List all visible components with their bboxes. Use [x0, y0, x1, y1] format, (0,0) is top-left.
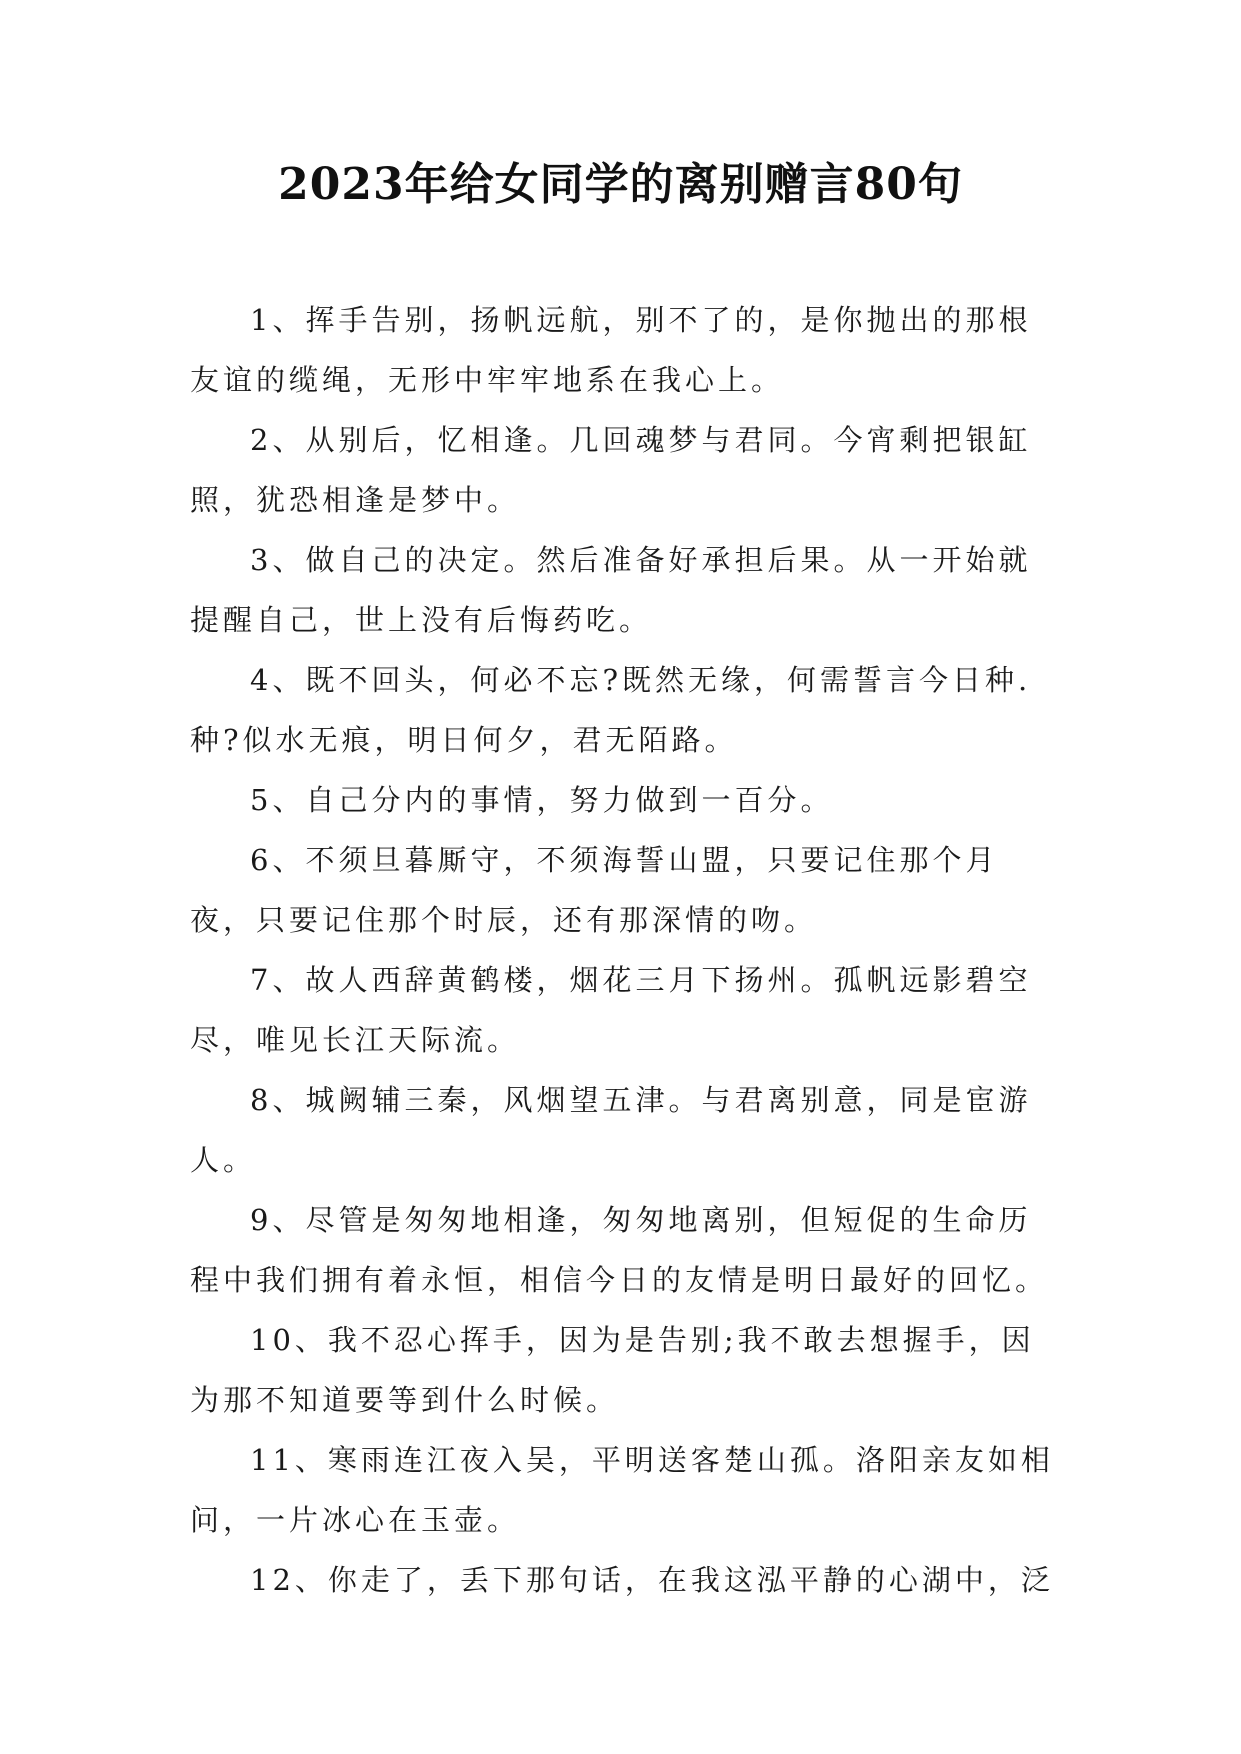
paragraph-5: 5、自己分内的事情，努力做到一百分。 [250, 783, 834, 817]
paragraph-7: 7、故人西辞黄鹤楼，烟花三月下扬州。孤帆远影碧空尽，唯见长江天际流。 [190, 963, 1032, 1057]
paragraph-4: 4、既不回头，何必不忘?既然无缘，何需誓言今日种.种?似水无痕，明日何夕，君无陌路。 [190, 663, 1032, 757]
paragraph-12: 12、你走了，丢下那句话，在我这泓平静的心湖中，泛 [250, 1563, 1054, 1597]
paragraph-10: 10、我不忍心挥手，因为是告别;我不敢去想握手，因为那不知道要等到什么时候。 [190, 1323, 1035, 1417]
document-body [190, 290, 1060, 1610]
paragraph-8: 8、城阙辅三秦，风烟望五津。与君离别意，同是宦游人。 [190, 1083, 1032, 1177]
paragraph-2: 2、从别后，忆相逢。几回魂梦与君同。今宵剩把银缸照，犹恐相逢是梦中。 [190, 423, 1032, 517]
paragraph-11: 11、寒雨连江夜入吴，平明送客楚山孤。洛阳亲友如相问，一片冰心在玉壶。 [190, 1443, 1054, 1537]
paragraph-6: 6、不须旦暮厮守，不须海誓山盟，只要记住那个月夜，只要记住那个时辰，还有那深情的吻。 [190, 843, 999, 937]
document-title: 2023年给女同学的离别赠言80句 [278, 159, 963, 210]
paragraph-1: 1、挥手告别，扬帆远航，别不了的，是你抛出的那根友谊的缆绳，无形中牢牢地系在我心上。 [190, 303, 1032, 397]
paragraph-9: 9、尽管是匆匆地相逢，匆匆地离别，但短促的生命历程中我们拥有着永恒，相信今日的友情是明日最好的回忆。 [190, 1203, 1049, 1297]
paragraph-3: 3、做自己的决定。然后准备好承担后果。从一开始就提醒自己，世上没有后悔药吃。 [190, 543, 1032, 637]
